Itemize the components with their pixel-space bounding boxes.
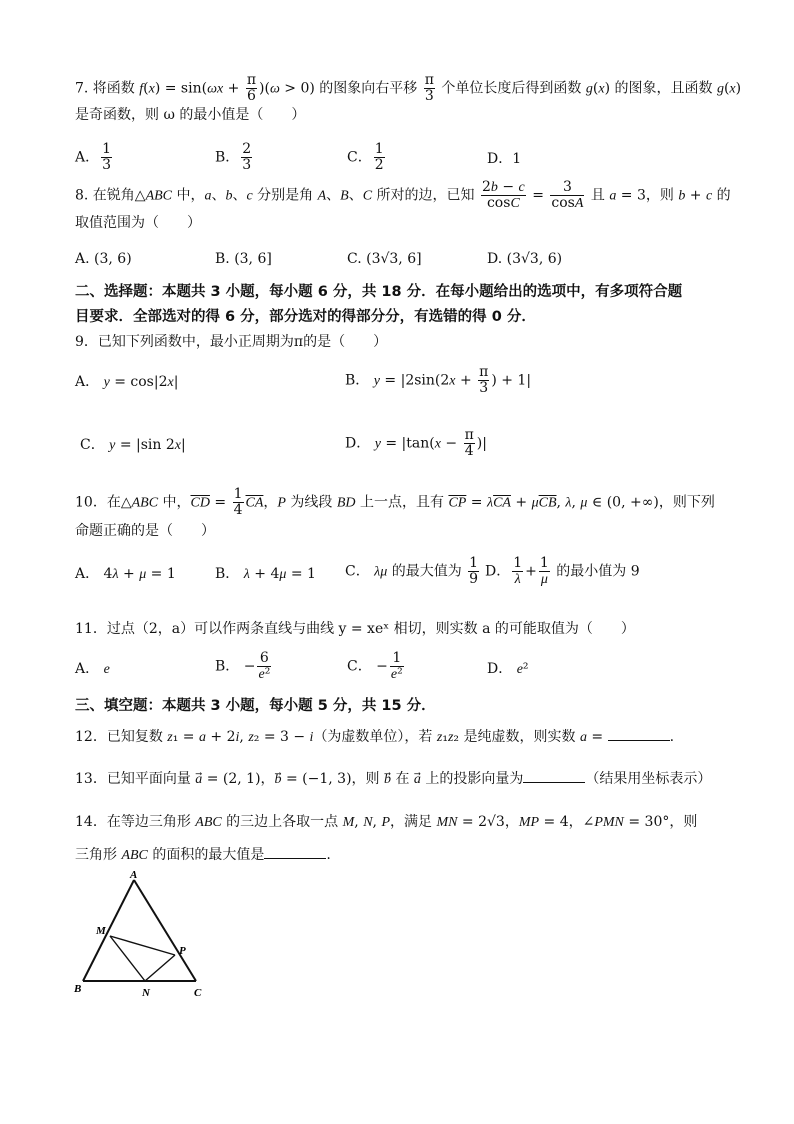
q12-answer-blank[interactable] <box>608 728 670 741</box>
q9-option-c[interactable]: C． y = |sin 2x| <box>80 437 186 453</box>
section3-heading: 三、填空题：本题共 3 小题，每小题 5 分，共 15 分． <box>75 698 436 714</box>
q11-option-a[interactable]: A． e <box>75 661 110 677</box>
q8-option-c[interactable]: C. (3√3, 6] <box>347 251 422 267</box>
q7-option-c[interactable]: C． $\frac{1}{2}$ <box>347 141 384 173</box>
segment-mp <box>110 936 175 955</box>
q9-option-a[interactable]: A． y = cos|2x| <box>75 374 179 390</box>
q8-option-b[interactable]: B. (3, 6] <box>215 251 272 267</box>
q14-triangle-figure <box>70 868 210 1003</box>
q9-options-row2 <box>75 427 735 459</box>
q8-option-a[interactable]: A. (3, 6) <box>75 251 132 267</box>
q8-line2: 取值范围为（ ） <box>75 215 201 231</box>
q8-option-d[interactable]: D. (3√3, 6) <box>487 251 563 267</box>
q10-line1: 10．在△ABC 中，$\overline{CD}$ = $\frac{1}{4}$ $\overline{CA}$，P 为线段 BD 上一点，且有 $\overline{CP} = \lambda\overline{CA} + \mu\overline{CB}$, λ, μ ∈ (0, +∞)，则下列 <box>75 486 715 518</box>
q7-line2: 是奇函数，则 ω 的最小值是（ ） <box>75 107 306 123</box>
q7-option-d[interactable]: D．1 <box>487 151 522 167</box>
q10-line2: 命题正确的是（ ） <box>75 523 215 539</box>
q10-option-c[interactable]: C． λμ 的最大值为 $\frac{1}{9}$ <box>345 555 479 587</box>
q12-text: 12．已知复数 z₁ = a + 2i, z₂ = 3 − i（为虚数单位），若 z₁z₂ 是纯虚数，则实数 a = . <box>75 729 675 745</box>
label-a: A <box>130 869 138 881</box>
segment-np <box>145 955 175 981</box>
label-b: B <box>74 983 82 995</box>
section2-heading-line2: 目要求．全部选对的得 6 分，部分选对的得部分分，有选错的得 0 分． <box>75 309 536 325</box>
segment-mn <box>110 936 145 981</box>
q14-line1: 14．在等边三角形 ABC 的三边上各取一点 M, N, P，满足 MN = 2√3，MP = 4，∠PMN = 30°，则 <box>75 814 698 830</box>
edge-ab <box>83 880 134 981</box>
q7-options <box>75 142 735 176</box>
edge-ca <box>134 880 196 981</box>
label-p: P <box>179 945 186 957</box>
q10-option-b[interactable]: B． λ + 4μ = 1 <box>215 566 316 582</box>
q11-stem: 11．过点（2，a）可以作两条直线与曲线 y = xeˣ 相切，则实数 a 的可能取值为（ ） <box>75 621 635 637</box>
q9-option-b[interactable]: B． y = |2sin(2x + $\frac{\pi}{3}$ ) + 1| <box>345 364 532 396</box>
q9-options-row1 <box>75 364 735 396</box>
label-m: M <box>96 925 106 937</box>
q7-line1: 7. 将函数 f(x) = sin(ωx + $\frac{\pi}{6}$ )(ω > 0) 的图象向右平移 $\frac{\pi}{3}$ 个单位长度后得到函数 g(x) 的图象，且函数 g(x) <box>75 72 742 104</box>
q13-text: 13．已知平面向量 a⃗ = (2, 1)，b⃗ = (−1, 3)，则 b⃗ 在 a⃗ 上的投影向量为 （结果用坐标表示） <box>75 771 712 787</box>
section2-heading-line1: 二、选择题：本题共 3 小题，每小题 6 分，共 18 分．在每小题给出的选项中，有多项符合题 <box>75 284 683 300</box>
q10-options <box>75 555 735 595</box>
q7-option-a[interactable]: A． $\frac{1}{3}$ <box>75 141 112 173</box>
label-n: N <box>142 987 150 999</box>
q8-line1: 8. 在锐角△ABC 中，a、b、c 分别是角 A、B、C 所对的边，已知 $\frac{2b - c}{\cos C}$ = $\frac{3}{\cos A}$ 且 a = 3，则 b + c 的 <box>75 179 731 211</box>
q9-option-d[interactable]: D． y = |tan(x − $\frac{\pi}{4}$ )| <box>345 427 487 459</box>
q13-answer-blank[interactable] <box>523 770 585 783</box>
q14-line2: 三角形 ABC 的面积的最大值是 . <box>75 847 331 863</box>
q11-option-c[interactable]: C． − $\frac{1}{\text{e²}}$ <box>347 650 403 682</box>
q8-options <box>75 250 735 270</box>
q7-option-b[interactable]: B． $\frac{2}{3}$ <box>215 141 252 173</box>
label-c: C <box>194 987 202 999</box>
q14-answer-blank[interactable] <box>264 846 326 859</box>
q10-option-a[interactable]: A． 4λ + μ = 1 <box>75 566 176 582</box>
q11-option-b[interactable]: B． − $\frac{6}{\text{e²}}$ <box>215 650 271 682</box>
q11-option-d[interactable]: D． e² <box>487 661 529 677</box>
q9-stem: 9．已知下列函数中，最小正周期为π的是（ ） <box>75 334 388 350</box>
q11-options <box>75 650 735 690</box>
q10-option-d[interactable]: D． $\frac{1}{\lambda}$ + $\frac{1}{\mu}$ 的最小值为 9 <box>485 555 640 587</box>
